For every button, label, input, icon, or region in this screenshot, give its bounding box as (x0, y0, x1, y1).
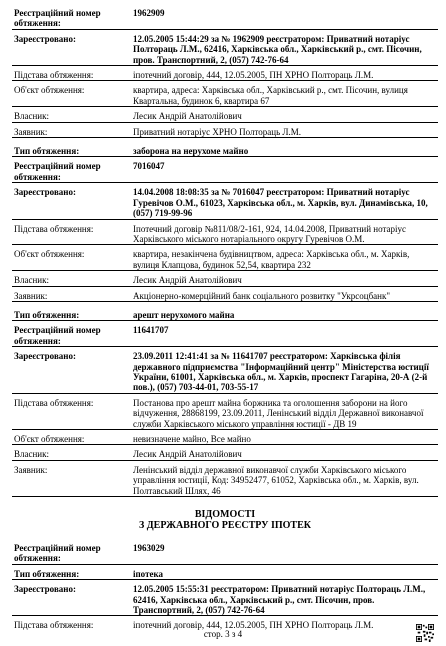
label-basis: Підстава обтяження: (14, 70, 94, 81)
value-registered: 12.05.2005 15:55:31 реєстратором: Приватний нотаріус Полтораць Л.М., 62416, Харківська обл., Харківський р., смт. Пісочин, пров. Транспортний, 2, (057) 742-76-64 (133, 584, 426, 616)
row-reg-number (12, 161, 438, 183)
value-owner: Лесик Андрій Анатолійович (133, 111, 242, 122)
label-owner: Власник: (14, 275, 49, 286)
value-reg-number: 1963029 (133, 543, 165, 554)
value-applicant: Приватний нотаріус ХРНО Полтораць Л.М. (133, 126, 302, 137)
row-object (12, 249, 438, 271)
label-object: Об'єкт обтяження: (14, 85, 85, 96)
row-owner (12, 449, 438, 460)
label-applicant: Заявник: (14, 464, 48, 475)
encumbrance-record-3 (12, 310, 438, 497)
row-owner (12, 111, 438, 122)
row-reg-number (12, 543, 438, 565)
label-reg-number: Реєстраційний номер обтяження: (14, 161, 101, 182)
label-reg-number: Реєстраційний номер обтяження: (14, 325, 101, 346)
value-registered: 23.09.2011 12:41:41 за № 11641707 реєстратором: Харківська філія державного підприємства "Інформаційний центр" Міністерства юстиції України, 61001, Харківська обл., м. Харків, проспект Гагаріна, 20-А (2-й пов.), (057) 703-44-01, 703-55-17 (133, 351, 429, 393)
label-applicant: Заявник: (14, 126, 48, 137)
row-object (12, 434, 438, 445)
value-registered: 12.05.2005 15:44:29 за № 1962909 реєстратором: Приватний нотаріус Полтораць Л.М., 62416, Харківська обл., Харківський р., смт. Пісочин, пров. Транспортний, 2, (057) 742-76-64 (133, 33, 422, 65)
row-type (12, 146, 438, 157)
value-reg-number: 11641707 (133, 325, 169, 336)
label-object: Об'єкт обтяження: (14, 249, 85, 260)
row-type (12, 569, 438, 580)
label-applicant: Заявник: (14, 290, 48, 301)
document-page (12, 8, 438, 631)
row-object (12, 85, 438, 107)
value-object: квартира, адреса: Харківська обл., Харківський р., смт. Пісочин, вулиця Квартальна, будинок 6, квартира 67 (133, 85, 408, 106)
value-object: квартира, незакінчена будівництвом, адреса: Харківська обл., м. Харків, вулиця Клапцова, будинок 52,54, квартира 232 (133, 249, 410, 270)
value-basis: Постанова про арешт майна боржника та оголошення заборони на його відчуження, 28868199, 23.09.2011, Ленінський відділ Державної виконавчої служби Харківського міського управління юстиції - ДВ 19 (133, 397, 424, 429)
value-owner: Лесик Андрій Анатолійович (133, 275, 242, 286)
label-registered: Зареєстровано: (14, 187, 76, 198)
label-basis: Підстава обтяження: (14, 620, 94, 631)
label-type: Тип обтяження: (14, 146, 80, 157)
value-reg-number: 1962909 (133, 8, 165, 18)
value-type: іпотека (133, 568, 164, 579)
label-type: Тип обтяження: (14, 309, 80, 320)
row-owner (12, 275, 438, 286)
value-object: невизначене майно, Все майно (133, 434, 251, 444)
label-basis: Підстава обтяження: (14, 397, 94, 408)
label-owner: Власник: (14, 111, 49, 122)
value-applicant: Акціонерно-комерційний банк соціального розвитку "Укрсоцбанк" (133, 290, 391, 301)
label-object: Об'єкт обтяження: (14, 434, 85, 444)
row-reg-number (12, 325, 438, 347)
mortgage-record (12, 543, 438, 631)
label-reg-number: Реєстраційний номер обтяження: (14, 543, 101, 564)
value-type: заборона на нерухоме майно (133, 146, 249, 157)
label-type: Тип обтяження: (14, 568, 80, 579)
label-registered: Зареєстровано: (14, 351, 76, 362)
encumbrance-record-2 (12, 146, 438, 302)
value-registered: 14.04.2008 18:08:35 за № 7016047 реєстратором: Приватний нотаріус Гуревічов О.М., 61023, Харківська обл., м. Харків, вул. Динамівська, 10, (057) 719-99-96 (133, 187, 428, 219)
row-applicant (12, 465, 438, 497)
label-registered: Зареєстровано: (14, 33, 76, 44)
row-applicant (12, 291, 438, 302)
label-reg-number: Реєстраційний номер обтяження: (14, 8, 101, 29)
row-registered (12, 187, 438, 219)
label-basis: Підстава обтяження: (14, 223, 94, 234)
row-registered (12, 34, 438, 66)
value-reg-number: 7016047 (133, 161, 165, 172)
section-subtitle: З ДЕРЖАВНОГО РЕЄСТРУ ІПОТЕК (138, 520, 311, 532)
value-owner: Лесик Андрій Анатолійович (133, 449, 242, 460)
encumbrance-record-1 (12, 8, 438, 138)
value-type: арешт нерухомого майна (133, 309, 235, 320)
row-basis (12, 398, 438, 430)
value-basis: іпотечний договір, 444, 12.05.2005, ПН ХРНО Полтораць Л.М. (133, 620, 374, 631)
value-basis: іпотечний договір, 444, 12.05.2005, ПН ХРНО Полтораць Л.М. (133, 70, 374, 81)
row-basis (12, 224, 438, 246)
qr-code-icon (416, 624, 434, 642)
row-registered (12, 351, 438, 394)
row-reg-number (12, 8, 438, 30)
value-applicant: Ленінський відділ державної виконавчої служби Харківського міського управління юстиції, Код: 34952477, 61052, Харківська обл., м. Харків, вул. Полтавський Шлях, 46 (133, 464, 419, 496)
label-registered: Зареєстровано: (14, 584, 76, 595)
row-applicant (12, 127, 438, 138)
section-title: ВІДОМОСТІ (194, 509, 256, 521)
value-basis: Іпотечний договір №811/08/2-161, 924, 14.04.2008, Приватний нотаріус Харківського міського нотаріального округу Гуревічов О.М. (133, 223, 406, 244)
row-registered (12, 584, 438, 616)
row-type (12, 310, 438, 321)
label-owner: Власник: (14, 449, 49, 460)
row-basis (12, 70, 438, 81)
page-number: стор. 3 з 4 (203, 629, 243, 639)
